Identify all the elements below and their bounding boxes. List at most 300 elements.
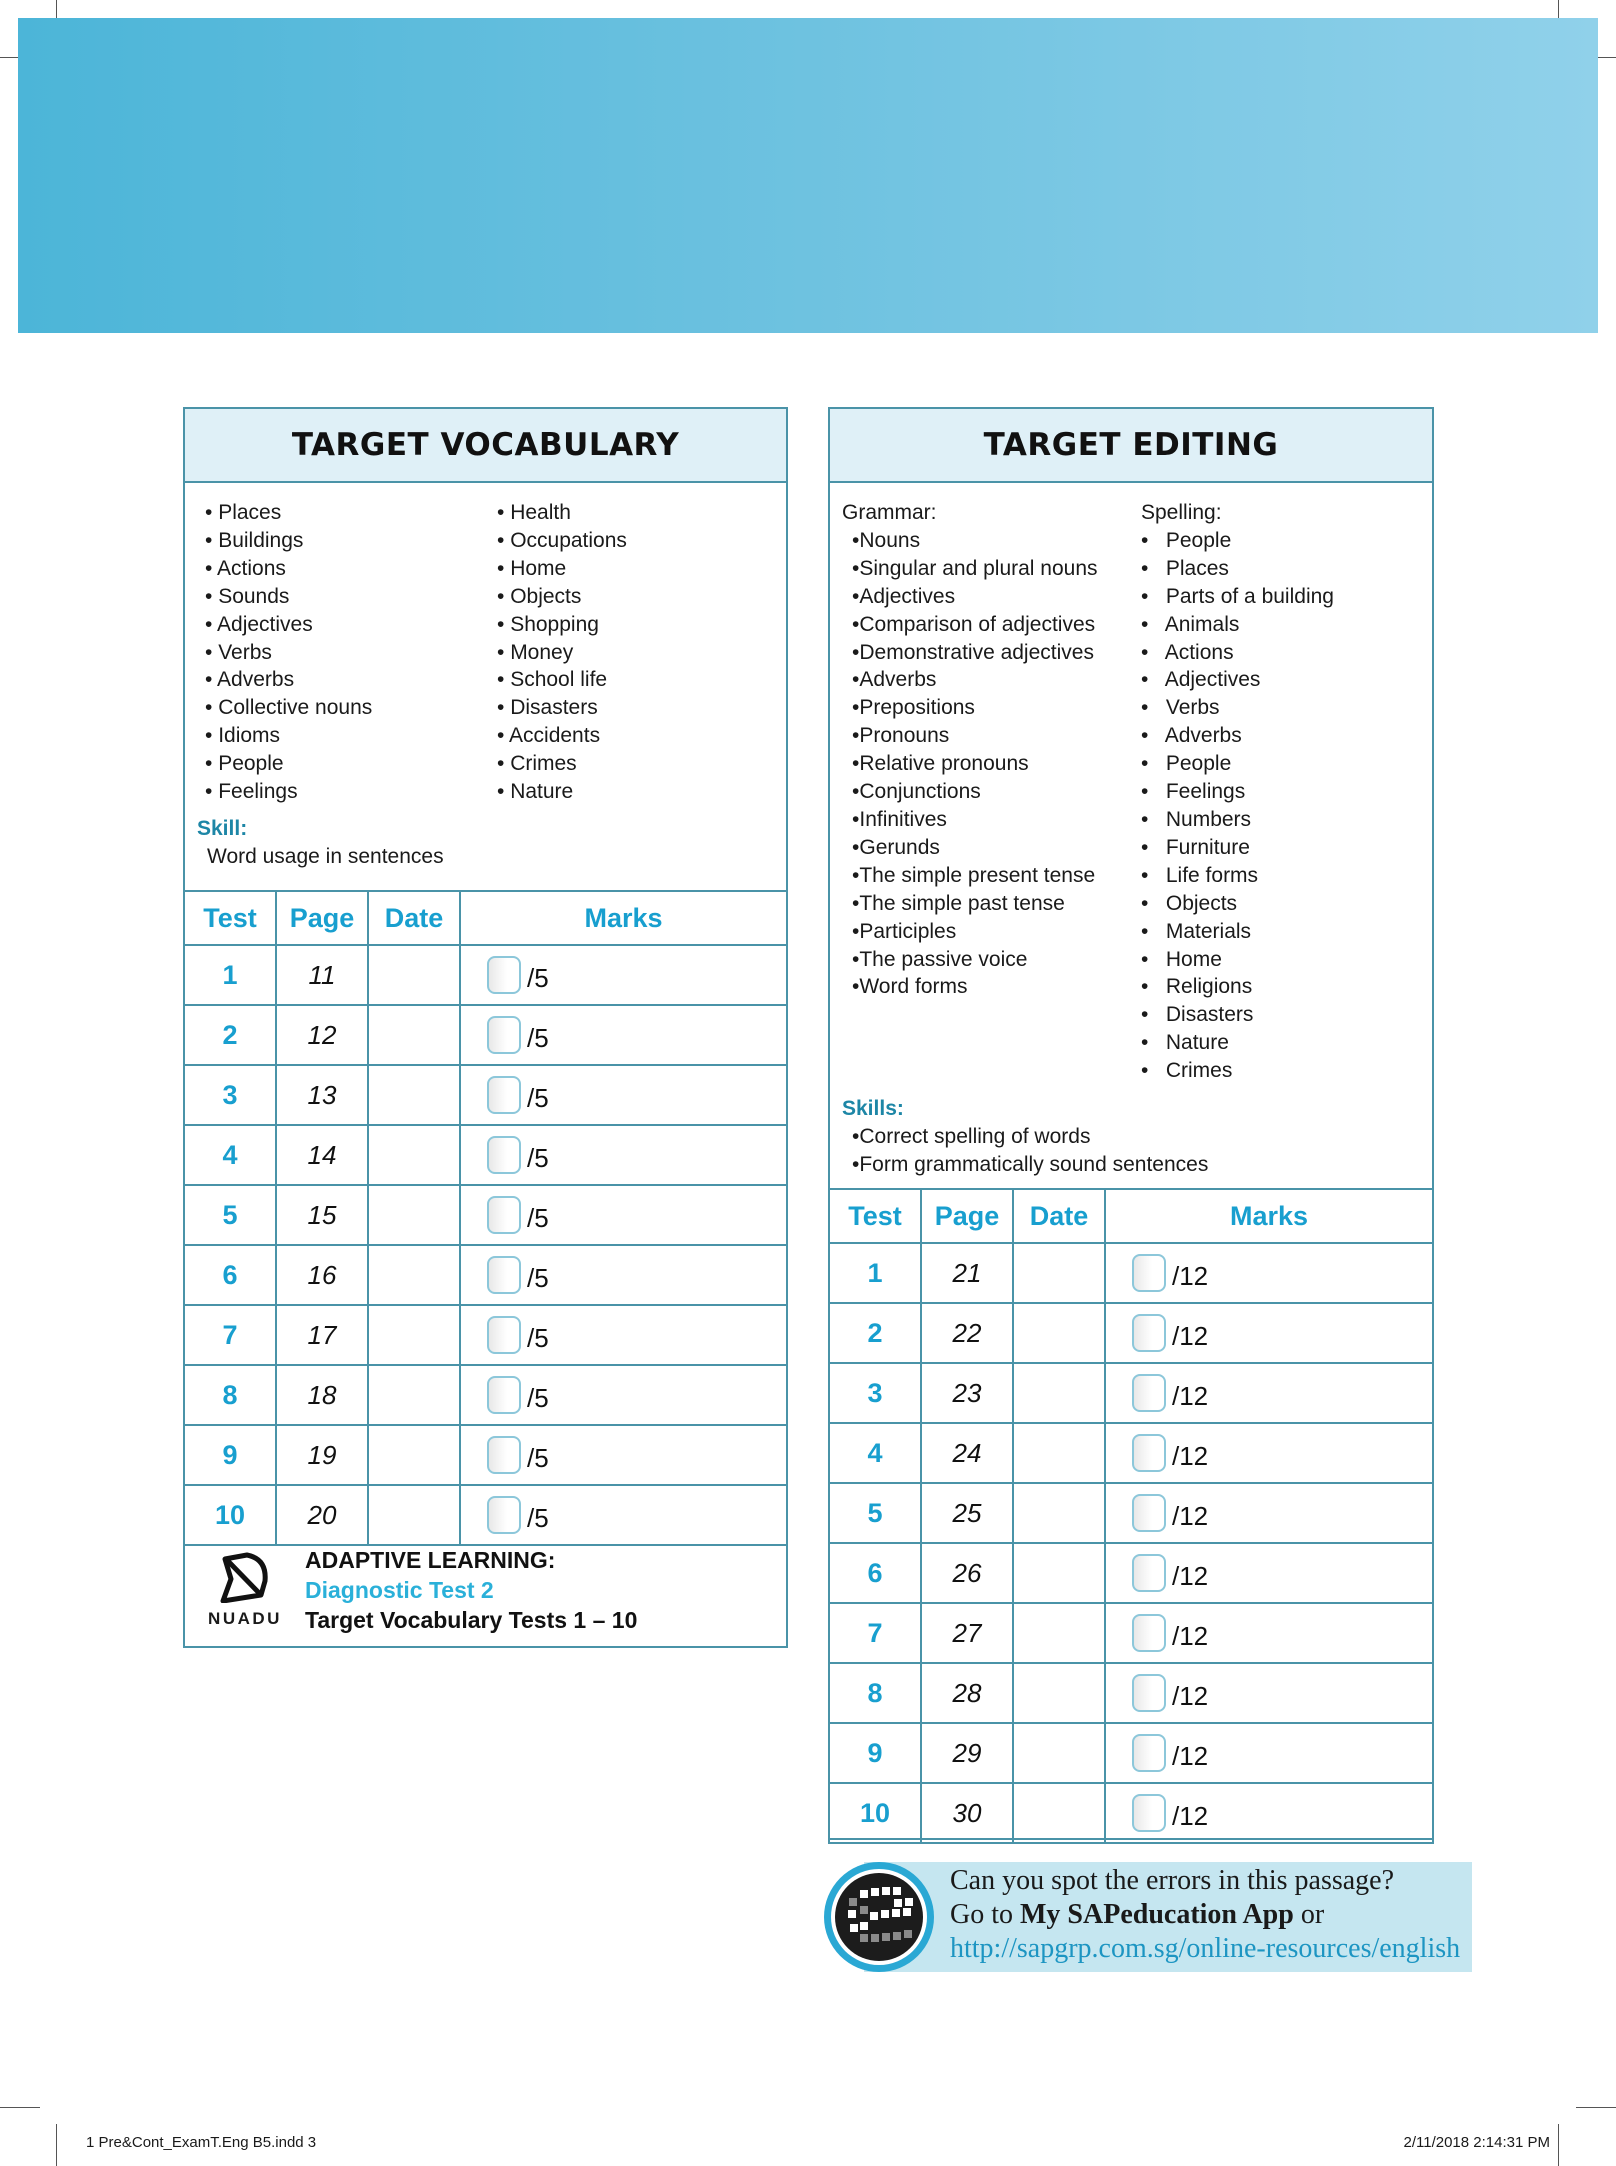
list-item-label: Places — [218, 501, 282, 524]
vocabulary-skill — [197, 815, 444, 871]
bullet-icon: • — [497, 501, 511, 524]
test-number: 9 — [184, 1425, 276, 1485]
bullet-icon: • — [1141, 1059, 1166, 1083]
marks-cell — [460, 1305, 787, 1365]
marks-input-box[interactable] — [487, 1376, 521, 1414]
list-item — [842, 694, 1098, 722]
list-item-label: Nature — [1165, 1031, 1229, 1055]
list-item-label: Adjectives — [1164, 668, 1261, 692]
bullet-icon: • — [1141, 835, 1166, 859]
marks-entry — [461, 1256, 786, 1294]
date-cell[interactable] — [1013, 1783, 1105, 1843]
marks-cell — [1105, 1243, 1433, 1303]
grammar-list — [842, 499, 1098, 1001]
table-row — [184, 1305, 787, 1365]
date-cell[interactable] — [1013, 1543, 1105, 1603]
list-item — [842, 862, 1098, 890]
bullet-icon: • — [852, 696, 860, 720]
list-item-label: Parts of a building — [1165, 584, 1334, 608]
list-item-label: School life — [510, 668, 608, 692]
bullet-icon: • — [852, 863, 860, 887]
list-item-label: The simple present tense — [859, 863, 1096, 887]
spelling-label: Spelling: — [1141, 501, 1222, 524]
list-item — [1141, 722, 1334, 750]
list-item-label: Gerunds — [859, 835, 940, 859]
list-item-label: Actions — [1164, 640, 1234, 664]
list-item-label: Adverbs — [217, 668, 295, 692]
list-item-label: People — [218, 752, 284, 776]
marks-input-box[interactable] — [487, 956, 521, 994]
table-row — [184, 1365, 787, 1425]
bullet-icon: • — [1141, 640, 1165, 664]
list-item-label: Nouns — [859, 528, 921, 552]
vocabulary-right-list — [497, 499, 627, 806]
page-number: 12 — [276, 1005, 368, 1065]
date-cell[interactable] — [1013, 1363, 1105, 1423]
list-item — [205, 694, 372, 722]
table-row — [184, 1125, 787, 1185]
bullet-icon: • — [497, 584, 511, 608]
list-item-label: Singular and plural nouns — [859, 556, 1098, 580]
bullet-icon: • — [497, 528, 511, 552]
list-item — [1141, 778, 1334, 806]
list-item — [842, 722, 1098, 750]
marks-total: /12 — [1172, 1560, 1209, 1591]
vocabulary-marks-table — [183, 890, 788, 1546]
bullet-icon: • — [852, 584, 860, 608]
date-cell[interactable] — [368, 1125, 460, 1185]
marks-input-box[interactable] — [1132, 1614, 1166, 1652]
list-item — [842, 527, 1098, 555]
list-item-label: People — [1165, 528, 1232, 552]
bullet-icon: • — [497, 780, 511, 804]
bullet-icon: • — [852, 891, 860, 915]
table-row — [829, 1483, 1433, 1543]
marks-cell — [460, 945, 787, 1005]
bullet-icon: • — [1141, 947, 1166, 971]
date-cell[interactable] — [1013, 1423, 1105, 1483]
vocabulary-lists — [185, 483, 786, 878]
marks-entry — [1106, 1374, 1432, 1412]
marks-total: /12 — [1172, 1680, 1209, 1711]
test-number: 1 — [829, 1243, 921, 1303]
marks-cell — [1105, 1723, 1433, 1783]
marks-cell — [1105, 1783, 1433, 1843]
adaptive-desc: Target Vocabulary Tests 1 – 10 — [305, 1607, 638, 1633]
nuadu-logo — [185, 1551, 305, 1629]
list-item — [842, 1123, 1208, 1151]
test-number: 3 — [184, 1065, 276, 1125]
list-item — [1141, 694, 1334, 722]
bullet-icon: • — [205, 724, 219, 748]
list-item-label: Prepositions — [859, 696, 975, 720]
header-test: Test — [184, 891, 276, 945]
grammar-label: Grammar: — [842, 501, 937, 524]
marks-entry — [1106, 1254, 1432, 1292]
table-row — [829, 1303, 1433, 1363]
marks-entry — [1106, 1554, 1432, 1592]
list-item — [842, 778, 1098, 806]
test-number: 3 — [829, 1363, 921, 1423]
table-row — [184, 1065, 787, 1125]
page-number: 24 — [921, 1423, 1013, 1483]
footer-timestamp: 2/11/2018 2:14:31 PM — [1403, 2134, 1550, 2151]
header-page: Page — [276, 891, 368, 945]
bullet-icon: • — [205, 501, 219, 524]
marks-total: /5 — [527, 1082, 549, 1113]
marks-input-box[interactable] — [1132, 1554, 1166, 1592]
list-item — [842, 806, 1098, 834]
marks-input-box[interactable] — [1132, 1674, 1166, 1712]
nuadu-wordmark: NUADU — [208, 1609, 282, 1628]
date-cell[interactable] — [368, 1065, 460, 1125]
marks-cell — [460, 1365, 787, 1425]
table-header-row — [184, 891, 787, 945]
page-number: 17 — [276, 1305, 368, 1365]
date-cell[interactable] — [1013, 1483, 1105, 1543]
marks-total: /12 — [1172, 1380, 1209, 1411]
table-row — [829, 1543, 1433, 1603]
bullet-icon: • — [852, 640, 860, 664]
marks-input-box[interactable] — [1132, 1494, 1166, 1532]
marks-entry — [1106, 1674, 1432, 1712]
list-item — [1141, 1029, 1334, 1057]
list-item — [842, 946, 1098, 974]
marks-input-box[interactable] — [1132, 1734, 1166, 1772]
list-item — [1141, 1057, 1334, 1085]
list-item — [497, 694, 627, 722]
marks-input-box[interactable] — [1132, 1254, 1166, 1292]
marks-input-box[interactable] — [487, 1136, 521, 1174]
list-item — [497, 750, 627, 778]
list-item-label: Word forms — [859, 975, 968, 999]
test-number: 1 — [184, 945, 276, 1005]
date-cell[interactable] — [1013, 1303, 1105, 1363]
list-item-label: Demonstrative adjectives — [859, 640, 1094, 664]
page-number: 15 — [276, 1185, 368, 1245]
list-item-label: The passive voice — [859, 947, 1028, 971]
target-vocabulary-box — [183, 407, 788, 1648]
bullet-icon: • — [1141, 556, 1166, 580]
date-cell[interactable] — [1013, 1243, 1105, 1303]
bullet-icon: • — [205, 668, 218, 692]
marks-cell — [1105, 1363, 1433, 1423]
date-cell[interactable] — [368, 1185, 460, 1245]
list-item-label: Verbs — [218, 640, 272, 664]
date-cell[interactable] — [368, 1485, 460, 1545]
marks-cell — [1105, 1663, 1433, 1723]
list-item-label: Furniture — [1165, 835, 1250, 859]
page-number: 16 — [276, 1245, 368, 1305]
list-item — [205, 527, 372, 555]
page-number: 14 — [276, 1125, 368, 1185]
list-item — [1141, 834, 1334, 862]
list-item-label: Feelings — [1165, 780, 1246, 804]
bullet-icon: • — [205, 640, 219, 664]
bullet-icon: • — [1141, 584, 1166, 608]
test-number: 2 — [829, 1303, 921, 1363]
sap-app-icon — [824, 1862, 934, 1972]
list-item-label: Comparison of adjectives — [859, 612, 1096, 636]
list-item — [497, 611, 627, 639]
date-cell[interactable] — [368, 945, 460, 1005]
marks-total: /12 — [1172, 1740, 1209, 1771]
bullet-icon: • — [1141, 724, 1165, 748]
list-item — [205, 639, 372, 667]
list-item — [842, 1151, 1208, 1179]
list-item-label: Nature — [510, 780, 574, 804]
bullet-icon: • — [1141, 975, 1166, 999]
test-number: 9 — [829, 1723, 921, 1783]
list-item-label: Health — [510, 501, 571, 524]
header-date: Date — [368, 891, 460, 945]
table-header-row — [829, 1189, 1433, 1243]
bullet-icon: • — [1141, 1031, 1166, 1055]
marks-total: /12 — [1172, 1500, 1209, 1531]
list-item — [842, 890, 1098, 918]
header-banner — [18, 18, 1598, 333]
list-item-label: Idioms — [218, 724, 281, 748]
crop-mark — [0, 2107, 40, 2108]
page-number: 22 — [921, 1303, 1013, 1363]
editing-lists — [830, 483, 1432, 1183]
marks-input-box[interactable] — [1132, 1374, 1166, 1412]
page-number: 30 — [921, 1783, 1013, 1843]
list-item — [1141, 1001, 1334, 1029]
marks-total: /12 — [1172, 1260, 1209, 1291]
list-item — [842, 918, 1098, 946]
marks-input-box[interactable] — [1132, 1434, 1166, 1472]
marks-cell — [460, 1005, 787, 1065]
header-page: Page — [921, 1189, 1013, 1243]
list-item — [842, 973, 1098, 1001]
vocabulary-left-list — [205, 499, 372, 806]
test-number: 5 — [829, 1483, 921, 1543]
marks-entry — [461, 1316, 786, 1354]
list-item — [497, 778, 627, 806]
adaptive-title: ADAPTIVE LEARNING: — [305, 1547, 556, 1573]
date-cell[interactable] — [368, 1365, 460, 1425]
date-cell[interactable] — [368, 1245, 460, 1305]
list-item-label: Verbs — [1165, 696, 1220, 720]
marks-input-box[interactable] — [487, 1316, 521, 1354]
page-number: 29 — [921, 1723, 1013, 1783]
marks-input-box[interactable] — [487, 1436, 521, 1474]
list-item-label: Crimes — [1165, 1059, 1233, 1083]
bullet-icon: • — [1141, 668, 1165, 692]
list-item-label: Crimes — [510, 752, 577, 776]
marks-total: /5 — [527, 962, 549, 993]
list-item — [205, 611, 372, 639]
date-cell[interactable] — [1013, 1603, 1105, 1663]
list-item — [1141, 527, 1334, 555]
list-item-label: Materials — [1165, 919, 1252, 943]
list-item — [1141, 555, 1334, 583]
bullet-icon: • — [497, 696, 511, 720]
date-cell[interactable] — [1013, 1723, 1105, 1783]
table-row — [184, 1485, 787, 1545]
list-item-label: Disasters — [1165, 1003, 1254, 1027]
date-cell[interactable] — [368, 1005, 460, 1065]
test-number: 10 — [184, 1485, 276, 1545]
table-row — [184, 945, 787, 1005]
list-item — [497, 555, 627, 583]
list-item-label: Pronouns — [859, 724, 950, 748]
bullet-icon: • — [852, 724, 860, 748]
app-logo-icon — [824, 1862, 934, 1972]
marks-entry — [461, 1016, 786, 1054]
table-row — [829, 1663, 1433, 1723]
bullet-icon: • — [852, 612, 860, 636]
list-item-label: Objects — [510, 584, 582, 608]
bullet-icon: • — [852, 668, 860, 692]
marks-input-box[interactable] — [487, 1196, 521, 1234]
resource-link[interactable]: http://sapgrp.com.sg/online-resources/english — [950, 1933, 1461, 1964]
spelling-list — [1141, 499, 1334, 1085]
bullet-icon: • — [205, 780, 219, 804]
marks-entry — [1106, 1794, 1432, 1832]
header-test: Test — [829, 1189, 921, 1243]
list-item-label: Disasters — [510, 696, 598, 720]
bullet-icon: • — [852, 835, 860, 859]
nuadu-leaf-icon — [217, 1551, 273, 1603]
list-item — [842, 834, 1098, 862]
app-name: My SAPeducation App — [1020, 1899, 1294, 1930]
marks-total: /5 — [527, 1022, 549, 1053]
skill-label: Skill: — [197, 817, 248, 840]
marks-entry — [461, 1076, 786, 1114]
list-item — [1141, 639, 1334, 667]
date-cell[interactable] — [368, 1305, 460, 1365]
list-item — [497, 583, 627, 611]
list-item — [1141, 946, 1334, 974]
marks-total: /5 — [527, 1322, 549, 1353]
table-row — [829, 1363, 1433, 1423]
list-item — [205, 722, 372, 750]
list-item — [1141, 611, 1334, 639]
list-item — [1141, 806, 1334, 834]
bullet-icon: • — [497, 640, 511, 664]
bullet-icon: • — [205, 556, 218, 580]
list-item — [497, 722, 627, 750]
bullet-icon: • — [205, 584, 219, 608]
list-item-label: Shopping — [510, 612, 599, 636]
diagnostic-test-link[interactable]: Diagnostic Test 2 — [305, 1577, 494, 1603]
bullet-icon: • — [852, 1124, 860, 1148]
page-number: 25 — [921, 1483, 1013, 1543]
table-row — [184, 1185, 787, 1245]
list-item-label: Life forms — [1165, 863, 1259, 887]
marks-input-box[interactable] — [1132, 1314, 1166, 1352]
list-item — [1141, 973, 1334, 1001]
bullet-icon: • — [497, 668, 511, 692]
test-number: 2 — [184, 1005, 276, 1065]
marks-entry — [1106, 1434, 1432, 1472]
page-number: 19 — [276, 1425, 368, 1485]
bullet-icon: • — [1141, 919, 1166, 943]
list-item — [497, 666, 627, 694]
editing-marks-table — [828, 1188, 1434, 1844]
header-marks: Marks — [1105, 1189, 1433, 1243]
list-item-label: Numbers — [1165, 807, 1252, 831]
bullet-icon: • — [1141, 612, 1165, 636]
list-item-label: Form grammatically sound sentences — [859, 1152, 1209, 1176]
table-row — [184, 1425, 787, 1485]
marks-total: /12 — [1172, 1620, 1209, 1651]
list-item-label: Conjunctions — [859, 780, 981, 804]
list-item-label: Religions — [1165, 975, 1253, 999]
marks-input-box[interactable] — [487, 1076, 521, 1114]
list-item-label: Places — [1165, 556, 1229, 580]
list-item — [205, 499, 372, 527]
footer-filename: 1 Pre&Cont_ExamT.Eng B5.indd 3 — [86, 2134, 317, 2151]
bullet-icon: • — [852, 528, 860, 552]
date-cell[interactable] — [368, 1425, 460, 1485]
list-item — [1141, 862, 1334, 890]
table-row — [829, 1603, 1433, 1663]
list-item-label: Objects — [1165, 891, 1238, 915]
editing-title: TARGET EDITING — [830, 409, 1432, 483]
promo-line2 — [950, 1898, 1460, 1932]
test-number: 6 — [829, 1543, 921, 1603]
marks-input-box[interactable] — [487, 1256, 521, 1294]
bullet-icon: • — [1141, 752, 1166, 776]
list-item — [205, 778, 372, 806]
bullet-icon: • — [497, 724, 510, 748]
bullet-icon: • — [852, 752, 860, 776]
marks-input-box[interactable] — [1132, 1794, 1166, 1832]
list-item-label: Animals — [1164, 612, 1240, 636]
marks-input-box[interactable] — [487, 1496, 521, 1534]
page-number: 21 — [921, 1243, 1013, 1303]
marks-cell — [460, 1125, 787, 1185]
list-item — [205, 666, 372, 694]
marks-cell — [460, 1425, 787, 1485]
page-number: 20 — [276, 1485, 368, 1545]
marks-cell — [1105, 1543, 1433, 1603]
page-number: 13 — [276, 1065, 368, 1125]
list-item-label: Money — [510, 640, 574, 664]
marks-entry — [461, 1436, 786, 1474]
table-row — [829, 1723, 1433, 1783]
marks-total: /5 — [527, 1502, 549, 1533]
marks-total: /5 — [527, 1142, 549, 1173]
marks-entry — [1106, 1314, 1432, 1352]
marks-entry — [461, 1496, 786, 1534]
bullet-icon: • — [852, 947, 860, 971]
list-item-label: Correct spelling of words — [859, 1124, 1091, 1148]
test-number: 8 — [829, 1663, 921, 1723]
crop-mark — [1558, 2124, 1559, 2166]
list-item — [205, 583, 372, 611]
marks-cell — [460, 1185, 787, 1245]
table-row — [829, 1783, 1433, 1843]
vocabulary-title: TARGET VOCABULARY — [185, 409, 786, 483]
list-item — [1141, 750, 1334, 778]
marks-cell — [1105, 1603, 1433, 1663]
date-cell[interactable] — [1013, 1663, 1105, 1723]
list-item-label: Home — [510, 556, 567, 580]
promo-line2-prefix: Go to — [950, 1899, 1020, 1930]
marks-input-box[interactable] — [487, 1016, 521, 1054]
marks-cell — [460, 1065, 787, 1125]
page-number: 18 — [276, 1365, 368, 1425]
list-item — [1141, 918, 1334, 946]
list-item-label: Feelings — [218, 780, 298, 804]
list-item — [842, 555, 1098, 583]
test-number: 4 — [829, 1423, 921, 1483]
list-item — [1141, 890, 1334, 918]
